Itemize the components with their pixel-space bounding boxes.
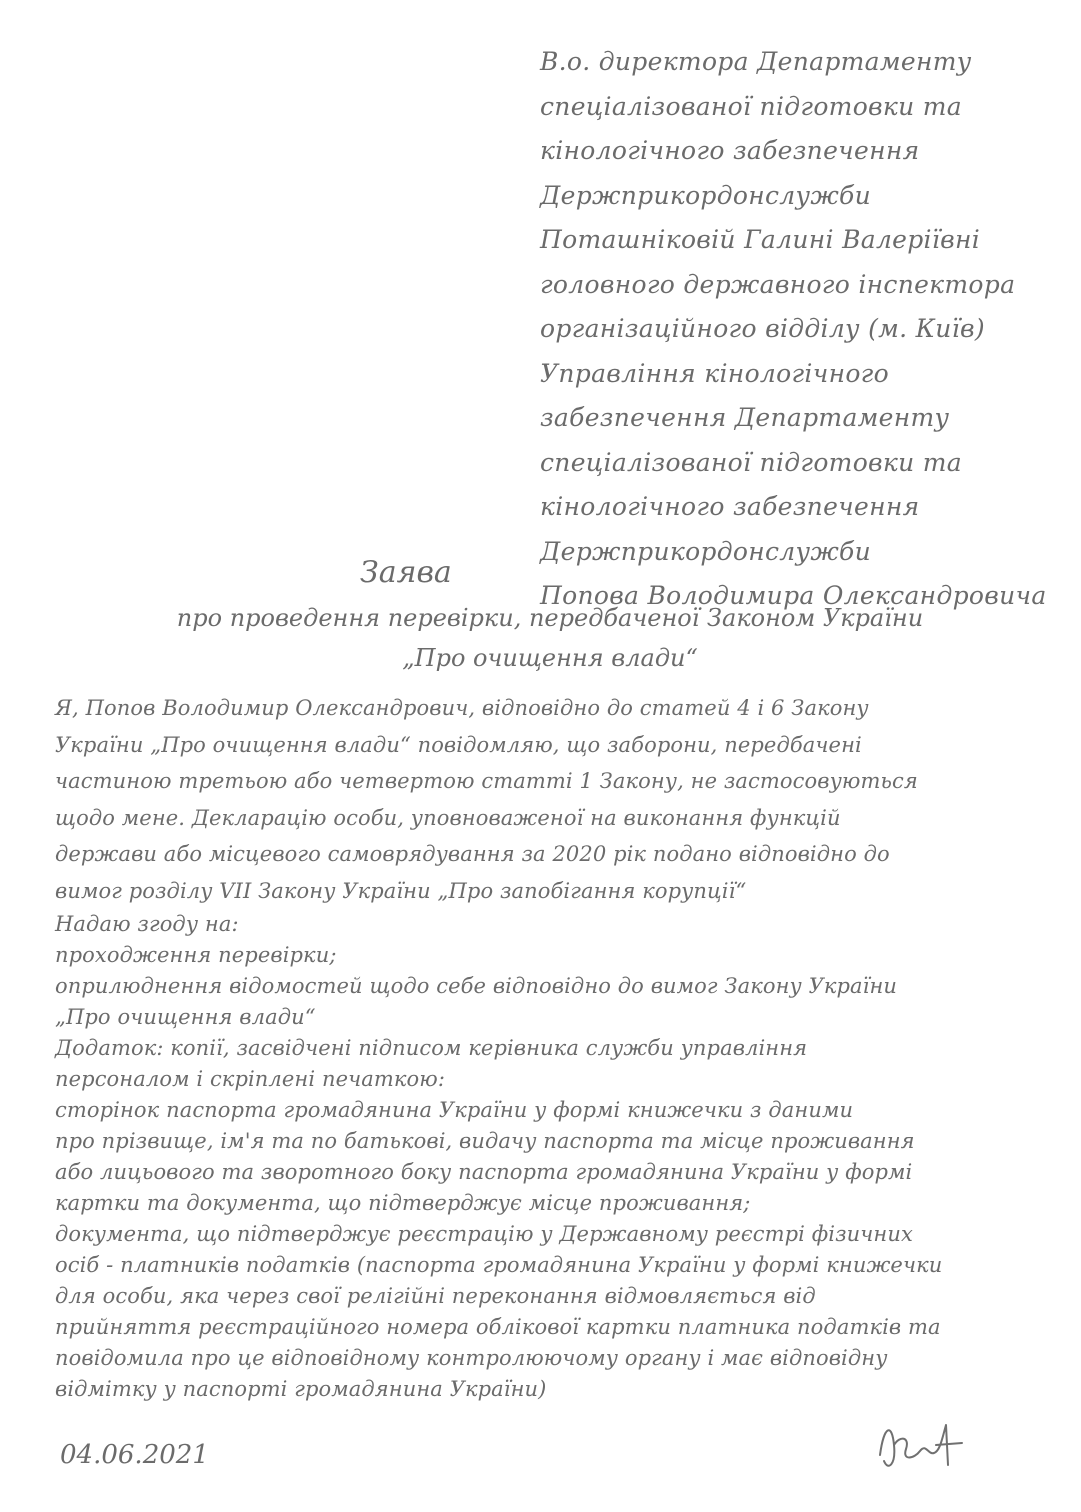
body-line: про прізвище, ім'я та по батькові, видачу паспорта та місце проживання	[55, 1129, 915, 1153]
body-line: персоналом і скріплені печаткою:	[55, 1067, 446, 1091]
addressee-line: Попова Володимира Олександровича	[540, 581, 1047, 610]
attachment-paragraph	[55, 1033, 1065, 1405]
body-line: для особи, яка через свої релігійні переконання відмовляється від	[55, 1284, 816, 1308]
addressee-line: В.о. директора Департаменту	[540, 47, 972, 76]
addressee-block	[540, 40, 1060, 619]
document-subtitle	[110, 598, 990, 678]
addressee-line: спеціалізованої підготовки та	[540, 447, 962, 477]
document-date: 04.06.2021	[60, 1440, 209, 1470]
body-line: відмітку у паспорті громадянина України)	[55, 1377, 547, 1401]
subtitle-line: „Про очищення влади“	[402, 644, 698, 672]
document-body	[55, 690, 1065, 1405]
body-line: проходження перевірки;	[55, 943, 337, 967]
subtitle-line: про проведення перевірки, передбаченої Законом України	[176, 604, 924, 632]
body-line: Надаю згоду на:	[55, 912, 239, 936]
addressee-line: спеціалізованої підготовки та	[540, 91, 962, 121]
body-line: вимог розділу VII Закону України „Про запобігання корупції“	[55, 878, 747, 903]
body-line: Я, Попов Володимир Олександрович, відповідно до статей 4 і 6 Закону	[55, 696, 869, 720]
addressee-line: організаційного відділу (м. Київ)	[540, 314, 985, 343]
body-line: оприлюднення відомостей щодо себе відповідно до вимог Закону України	[55, 974, 898, 998]
addressee-line: Держприкордонслужби	[540, 180, 871, 210]
signature-mark	[870, 1415, 980, 1475]
addressee-line: кінологічного забезпечення	[540, 492, 920, 521]
body-line: „Про очищення влади“	[55, 1005, 316, 1029]
body-line: держави або місцевого самоврядування за 2020 рік подано відповідно до	[55, 842, 890, 866]
body-line: Додаток: копії, засвідчені підписом керівника служби управління	[55, 1036, 808, 1060]
consent-paragraph	[55, 909, 1065, 1033]
body-line: щодо мене. Декларацію особи, уповноваженої на виконання функцій	[55, 805, 841, 830]
body-line: осіб - платників податків (паспорта громадянина України у формі книжечки	[55, 1253, 943, 1277]
addressee-line: Держприкордонслужби	[540, 536, 871, 566]
body-line: сторінок паспорта громадянина України у формі книжечки з даними	[55, 1098, 854, 1122]
body-line: прийняття реєстраційного номера облікової картки платника податків та	[55, 1315, 941, 1339]
body-line: картки та документа, що підтверджує місце проживання;	[55, 1191, 751, 1215]
body-line: документа, що підтверджує реєстрацію у Державному реєстрі фізичних	[55, 1222, 913, 1246]
addressee-line: забезпечення Департаменту	[540, 403, 950, 432]
body-line: повідомила про це відповідному контролюючому органу і має відповідну	[55, 1346, 888, 1370]
body-line: України „Про очищення влади“ повідомляю, що заборони, передбачені	[55, 732, 862, 757]
body-line: або лицьового та зворотного боку паспорта громадянина України у формі	[55, 1160, 913, 1184]
addressee-line: кінологічного забезпечення	[540, 136, 920, 165]
body-line: частиною третьою або четвертою статті 1 Закону, не застосовуються	[55, 769, 918, 793]
statement-paragraph	[55, 690, 1065, 909]
addressee-line: Управління кінологічного	[540, 358, 889, 388]
document-title: Заява	[360, 555, 452, 590]
addressee-line: головного державного інспектора	[540, 269, 1016, 299]
addressee-line: Поташніковій Галині Валеріївні	[540, 225, 981, 254]
